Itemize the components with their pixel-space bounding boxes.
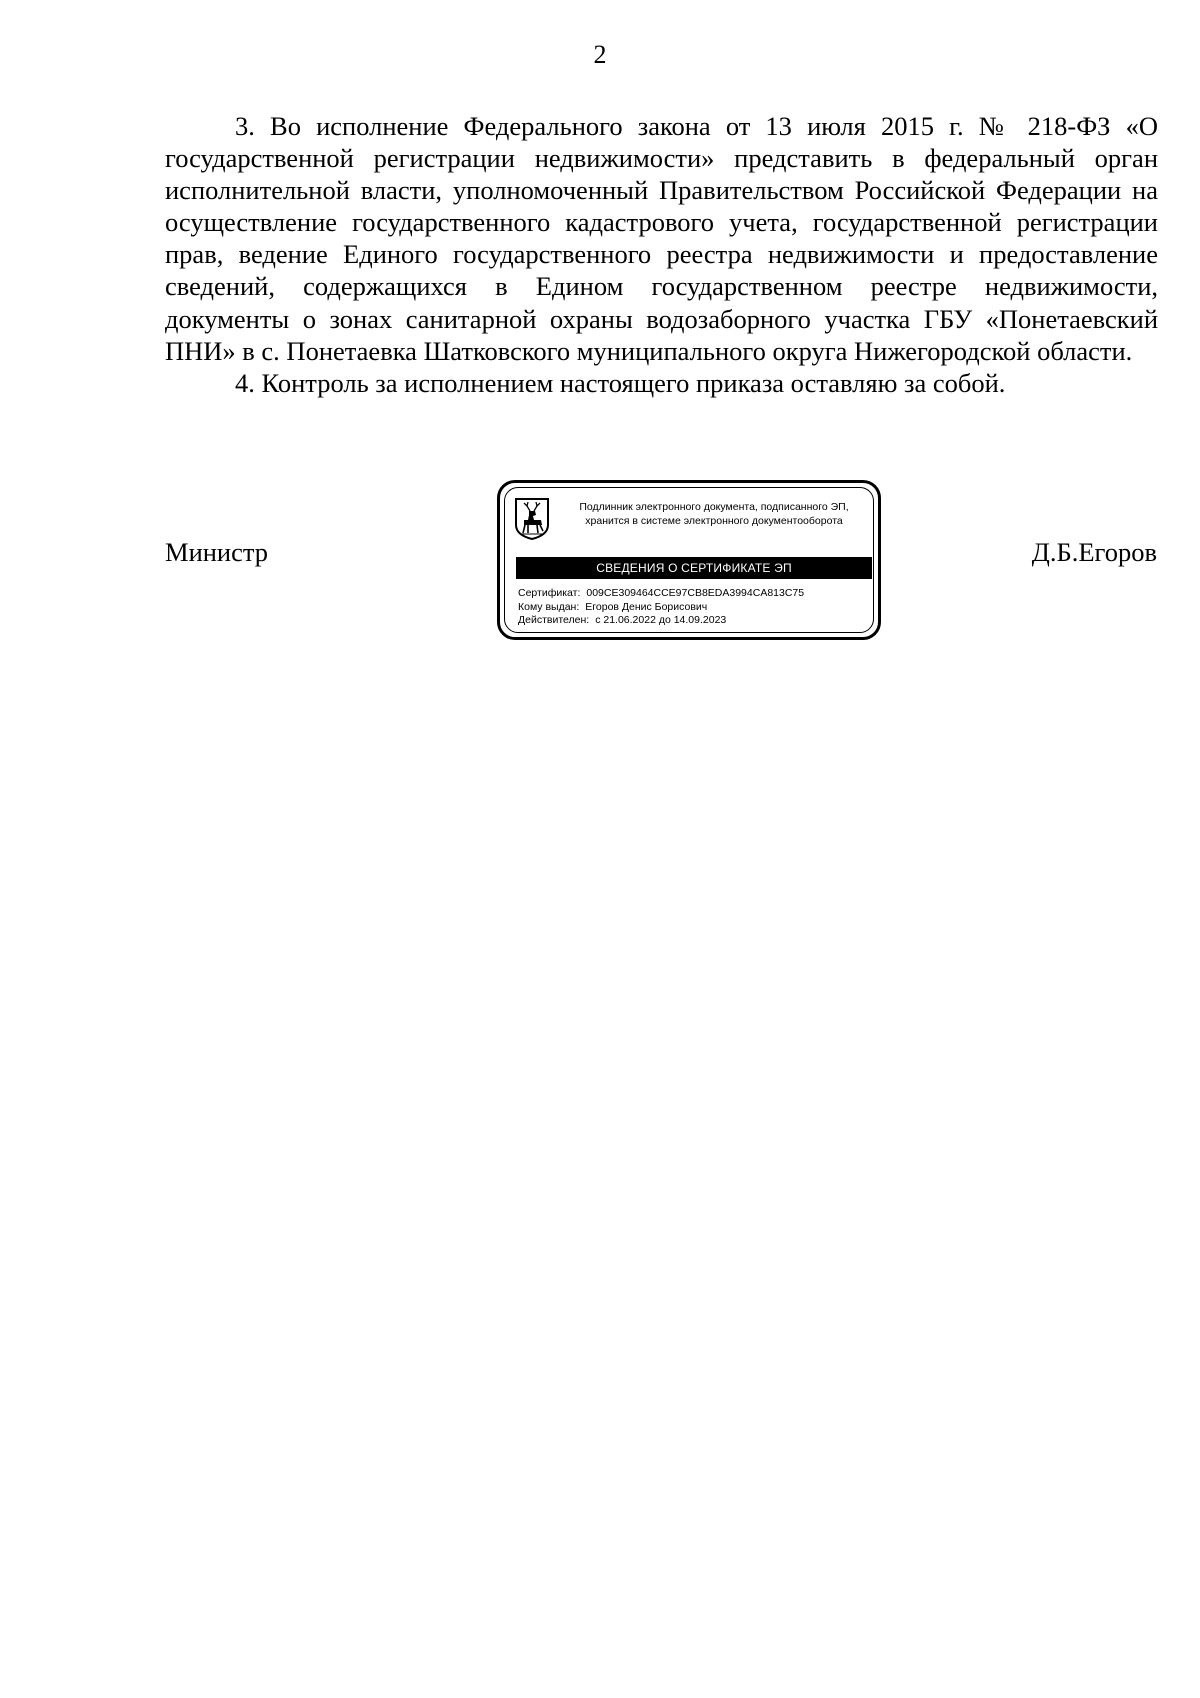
stamp-header-text [556,500,872,528]
certificate-info-bar: СВЕДЕНИЯ О СЕРТИФИКАТЕ ЭП [516,557,872,579]
page-number: 2 [593,40,607,69]
electronic-signature-stamp [497,480,881,640]
validity-value: с 21.06.2022 до 14.09.2023 [595,614,727,626]
certificate-row [518,587,868,601]
certificate-label: Сертификат: [518,587,581,599]
stamp-header-line-1: Подлинник электронного документа, подписанного ЭП, [579,501,849,513]
issued-to-row [518,601,868,615]
deer-emblem-icon [514,497,550,541]
validity-label: Действителен: [518,614,590,626]
certificate-value: 009CE309464CCE97CB8EDA3994CA813C75 [586,587,805,599]
signatory-name: Д.Б.Егоров [1031,537,1157,567]
issued-to-label: Кому выдан: [518,600,580,613]
paragraph-4: 4. Контроль за исполнением настоящего приказа оставляю за собой. [235,367,1006,398]
paragraph-3: 3. Во исполнение Федерального закона от 13 июля 2015 г. № 218-ФЗ «О государственной регистрации недвижимости» представить в федеральный орган исполнительной власти, уполномоченный Правительством Российской Федерации на осуществление государственного кадастрового учета, государственной регистрации прав, ведение Единого государственного реестра недвижимости и предоставление сведений, содержащихся в Едином государственном реестре недвижимости, документы о зонах санитарной охраны водозаборного участка ГБУ «Понетаевский ПНИ» в с. Понетаевка Шатковского муниципального округа Нижегородской области. [165,111,1158,366]
document-body [165,110,1158,399]
validity-row [518,614,868,628]
certificate-details [518,587,868,628]
stamp-header-line-2: хранится в системе электронного документооборота [585,515,843,527]
signatory-position: Министр [165,537,269,567]
issued-to-value: Егоров Денис Борисович [585,600,708,613]
